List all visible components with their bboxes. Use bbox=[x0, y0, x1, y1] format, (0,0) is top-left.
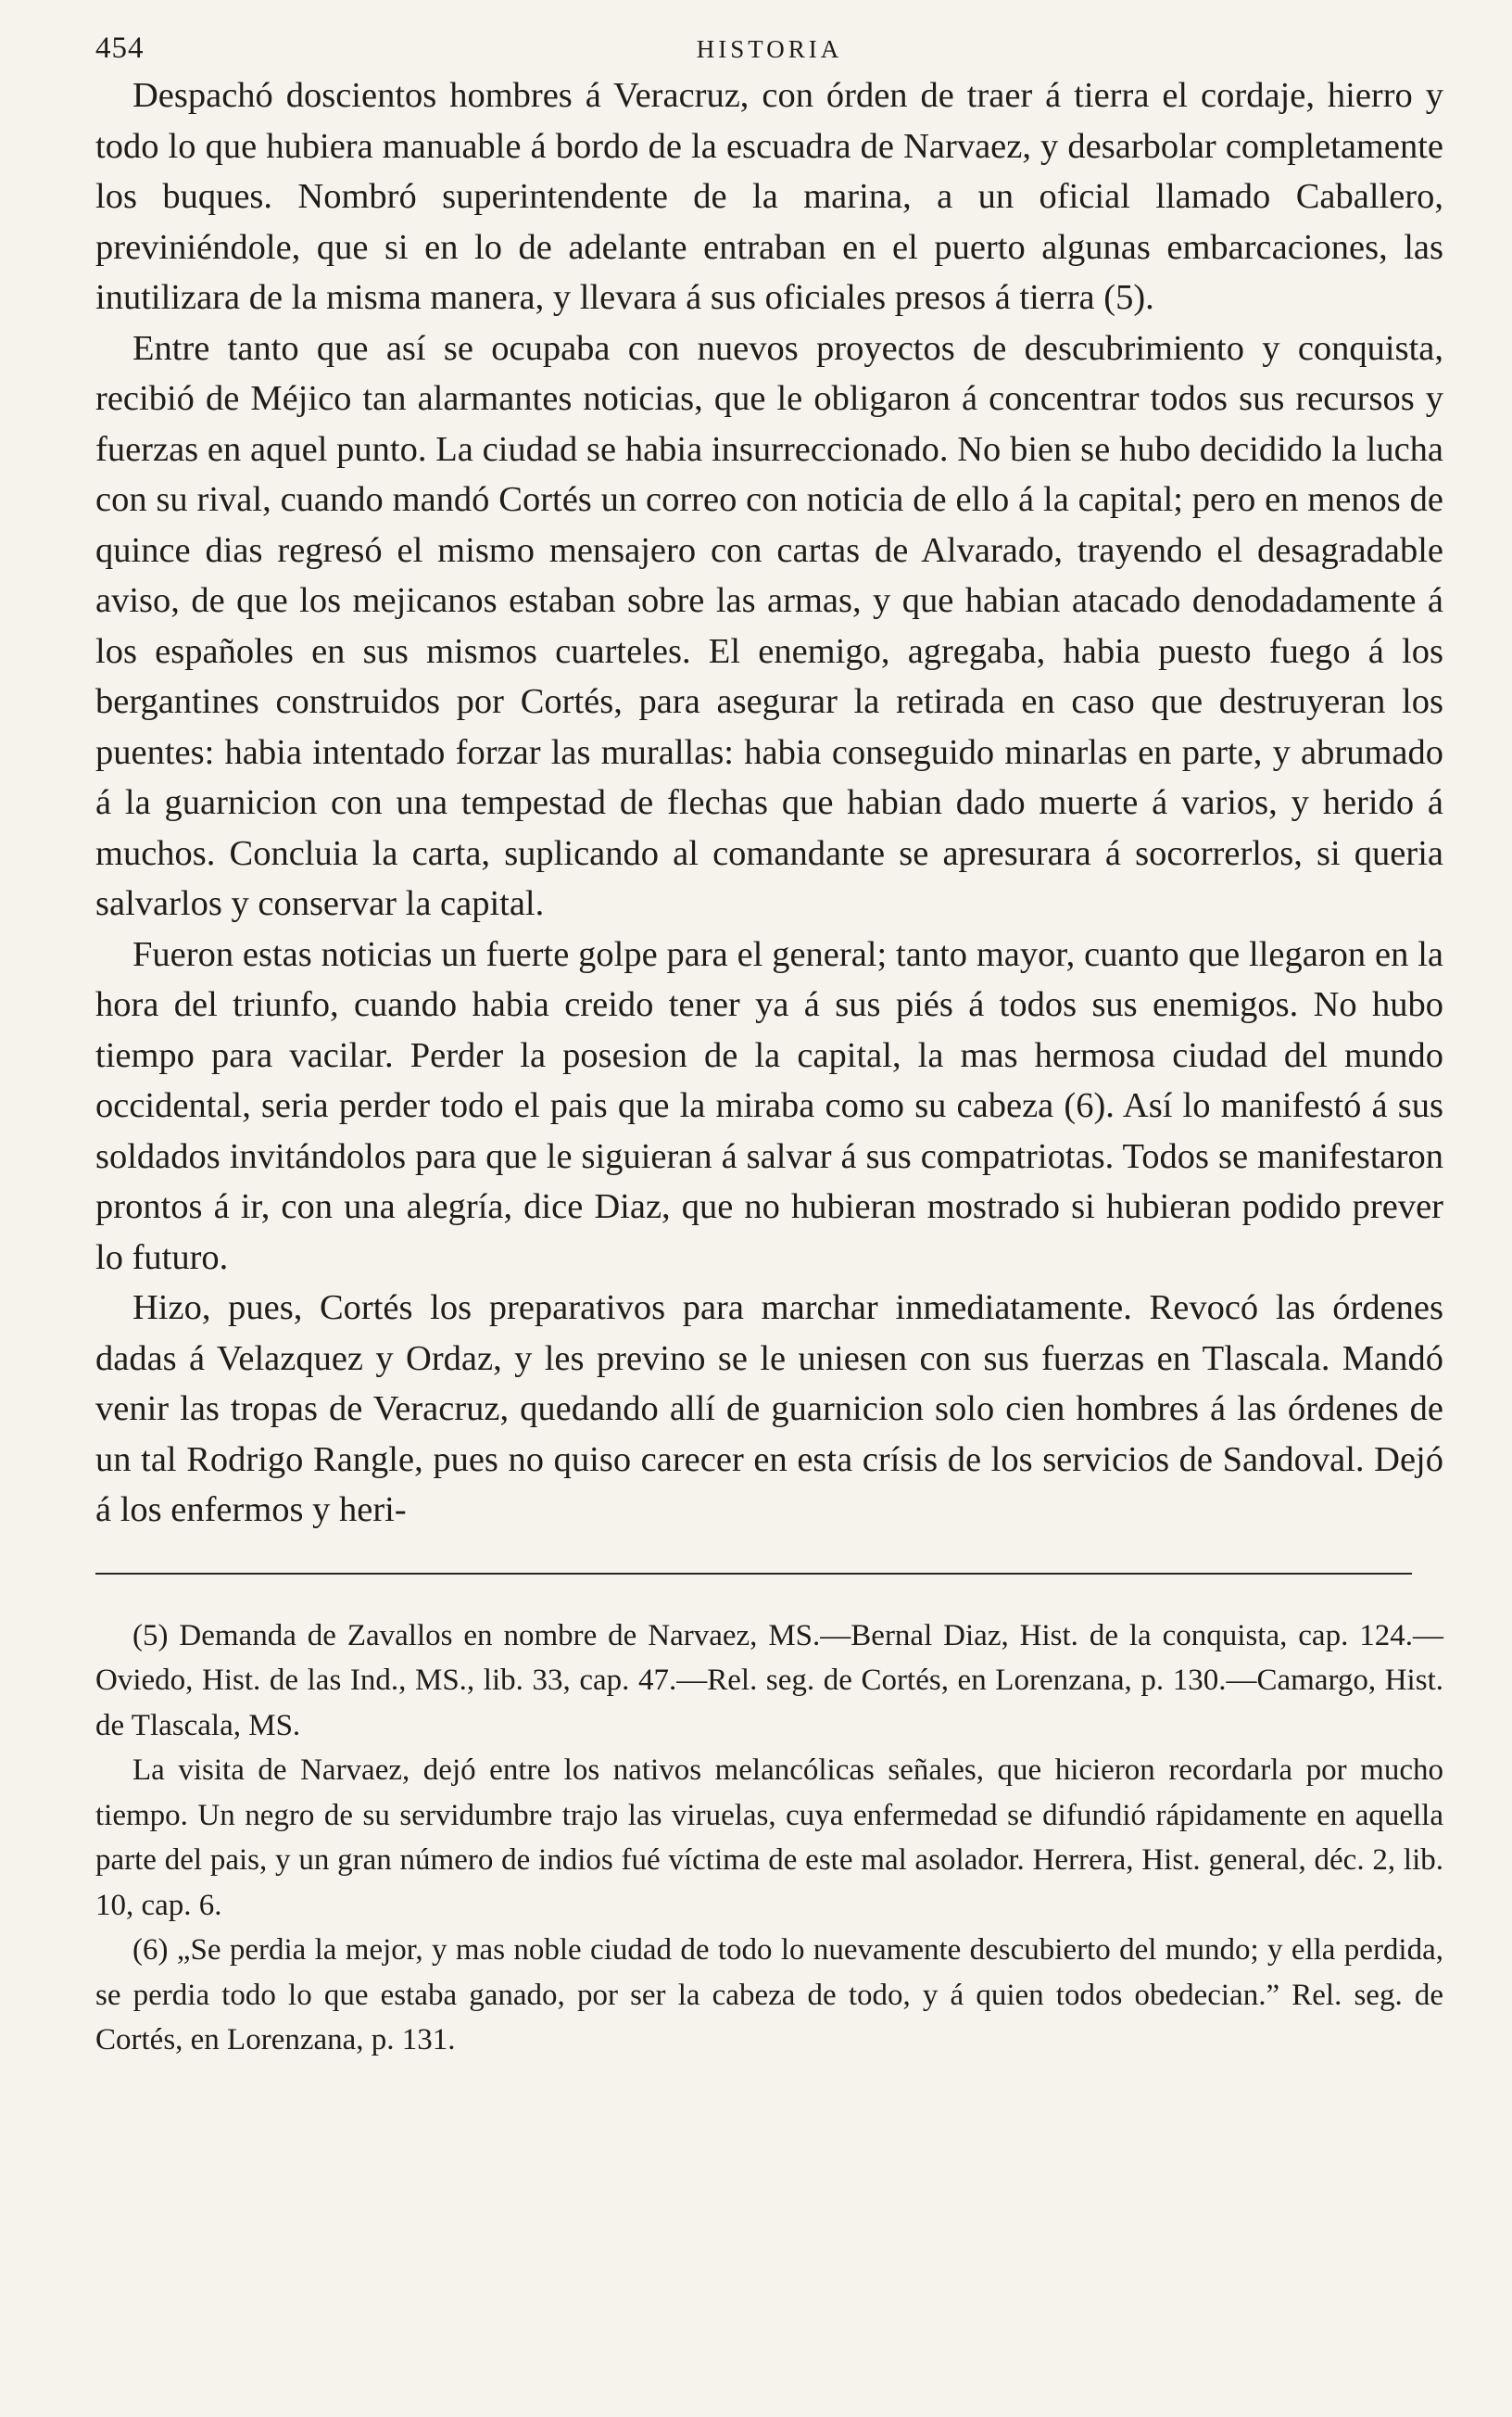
body-paragraph: Hizo, pues, Cortés los preparativos para marchar inmediatamente. Revocó las órdenes dadas á Velazquez y Ordaz, y les previno se le uniesen con sus fuerzas en Tlascala. Mandó venir las tropas de Veracruz, quedando allí de guarnicion solo cien hombres á las órdenes de un tal Rodrigo Rangle, pues no quiso carecer en esta crísis de los servicios de Sandoval. Dejó á los enfermos y heri- bbox=[95, 1288, 1443, 1529]
body-paragraph: Fueron estas noticias un fuerte golpe para el general; tanto mayor, cuanto que llegaron en la hora del triunfo, cuando habia creido tener ya á sus piés á todos sus enemigos. No hubo tiempo para vacilar. Perder la posesion de la capital, la mas hermosa ciudad del mundo occidental, seria perder todo el pais que la miraba como su cabeza (6). Así lo manifestó á sus soldados invitándolos para que le siguieran á salvar á sus compatriotas. Todos se manifestaron prontos á ir, con una alegría, dice Diaz, que no hubieran mostrado si hubieran podido prever lo futuro. bbox=[95, 934, 1443, 1277]
main-text bbox=[95, 70, 1443, 1536]
page-number: 454 bbox=[95, 32, 145, 65]
footnote-separator bbox=[95, 1573, 1412, 1575]
footnote: (6) „Se perdia la mejor, y mas noble ciudad de todo lo nuevamente descubierto del mundo; y ella perdida, se perdia todo lo que estaba ganado, por ser la cabeza de todo, y á quien todos obedecian.” Rel. seg. de Cortés, en Lorenzana, p. 131. bbox=[95, 1933, 1443, 2056]
footnote: La visita de Narvaez, dejó entre los nativos melancólicas señales, que hicieron recordarla por mucho tiempo. Un negro de su servidumbre trajo las viruelas, cuya enfermedad se difundió rápidamente en aquella parte del pais, y un gran número de indios fué víctima de este mal asolador. Herrera, Hist. general, déc. 2, lib. 10, cap. 6. bbox=[95, 1753, 1443, 1922]
running-title: HISTORIA bbox=[696, 35, 843, 63]
running-head bbox=[95, 26, 1443, 70]
footnotes bbox=[95, 1613, 1443, 2063]
book-page bbox=[95, 26, 1443, 2063]
body-paragraph: Despachó doscientos hombres á Veracruz, con órden de traer á tierra el cordaje, hierro y todo lo que hubiera manuable á bordo de la escuadra de Narvaez, y desarbolar completamente los buques. Nombró superintendente de la marina, a un oficial llamado Caballero, previniéndole, que si en lo de adelante entraban en el puerto algunas embarcaciones, las inutilizara de la misma manera, y llevara á sus oficiales presos á tierra (5). bbox=[95, 76, 1443, 317]
body-paragraph: Entre tanto que así se ocupaba con nuevos proyectos de descubrimiento y conquista, recibió de Méjico tan alarmantes noticias, que le obligaron á concentrar todos sus recursos y fuerzas en aquel punto. La ciudad se habia insurreccionado. No bien se hubo decidido la lucha con su rival, cuando mandó Cortés un correo con noticia de ello á la capital; pero en menos de quince dias regresó el mismo mensajero con cartas de Alvarado, trayendo el desagradable aviso, de que los mejicanos estaban sobre las armas, y que habian atacado denodadamente á los españoles en sus mismos cuarteles. El enemigo, agregaba, habia puesto fuego á los bergantines construidos por Cortés, para asegurar la retirada en caso que destruyeran los puentes: habia intentado forzar las murallas: habia conseguido minarlas en parte, y abrumado á la guarnicion con una tempestad de flechas que habian dado muerte á varios, y herido á muchos. Concluia la carta, suplicando al comandante se apresurara á socorrerlos, si queria salvarlos y conservar la capital. bbox=[95, 328, 1443, 923]
footnote: (5) Demanda de Zavallos en nombre de Narvaez, MS.—Bernal Diaz, Hist. de la conquista, cap. 124.—Oviedo, Hist. de las Ind., MS., lib. 33, cap. 47.—Rel. seg. de Cortés, en Lorenzana, p. 130.—Camargo, Hist. de Tlascala, MS. bbox=[95, 1618, 1443, 1742]
